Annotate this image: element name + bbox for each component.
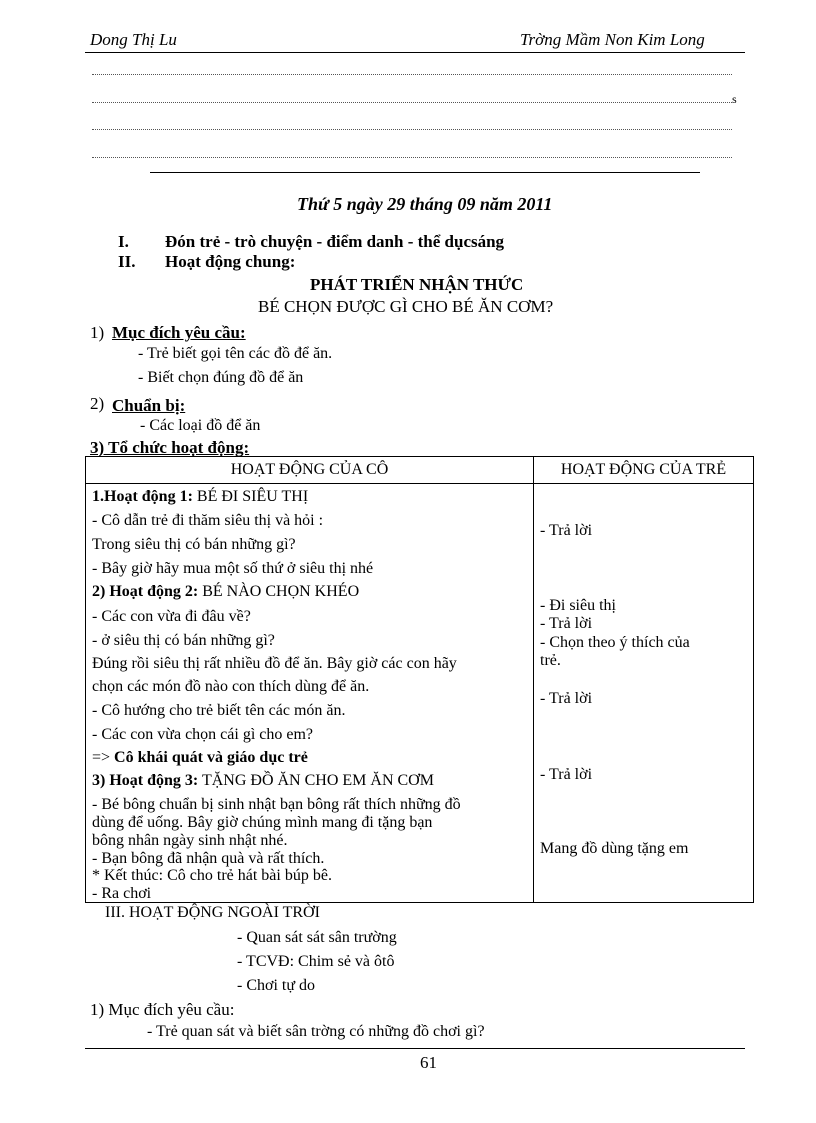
goal-item: - Trẻ biết gọi tên các đồ để ăn. bbox=[138, 345, 333, 362]
dotted-line bbox=[92, 74, 732, 75]
activity-3-heading: 3) Hoạt động 3: TẶNG ĐỒ ĂN CHO EM ĂN CƠM bbox=[92, 772, 434, 789]
prep-item: - Các loại đồ để ăn bbox=[140, 417, 261, 434]
teacher-line: - Ra chơi bbox=[92, 885, 152, 902]
outdoor-item: - TCVĐ: Chim sẻ và ôtô bbox=[237, 953, 395, 970]
goals-heading: Mục đích yêu cầu: bbox=[112, 323, 246, 342]
lesson-title: BÉ CHỌN ĐƯỢC GÌ CHO BÉ ĂN CƠM? bbox=[258, 297, 554, 316]
teacher-line: - Cô hướng cho trẻ biết tên các món ăn. bbox=[92, 702, 346, 719]
section-title: Đón trẻ - trò chuyện - điểm danh - thể dụcsáng bbox=[165, 232, 505, 251]
teacher-line: Trong siêu thị có bán những gì? bbox=[92, 536, 296, 553]
child-line: - Trả lời bbox=[540, 522, 593, 539]
goal2-item: - Trẻ quan sát và biết sân trờng có những đồ chơi gì? bbox=[147, 1023, 485, 1040]
teacher-line: - Các con vừa chọn cái gì cho em? bbox=[92, 726, 314, 743]
separator-line bbox=[150, 172, 700, 173]
goals-number: 1) bbox=[90, 323, 105, 342]
section-title: Hoạt động chung: bbox=[165, 252, 296, 271]
summary-line: => Cô khái quát và giáo dục trẻ bbox=[92, 749, 308, 766]
prep-number: 2) bbox=[90, 394, 105, 413]
organization-heading: 3) Tổ chức hoạt động: bbox=[90, 438, 250, 457]
teacher-column-header: HOẠT ĐỘNG CỦA CÔ bbox=[86, 457, 534, 484]
outdoor-item: - Quan sát sát sân trường bbox=[237, 929, 397, 946]
footer-rule bbox=[85, 1048, 745, 1049]
activity-1-heading: 1.Hoạt động 1: BÉ ĐI SIÊU THỊ bbox=[92, 488, 309, 505]
teacher-line: - Cô dẫn trẻ đi thăm siêu thị và hỏi : bbox=[92, 512, 324, 529]
dotted-line bbox=[92, 157, 732, 158]
goals2-heading: 1) Mục đích yêu cầu: bbox=[90, 1000, 235, 1019]
child-column-header: HOẠT ĐỘNG CỦA TRẺ bbox=[534, 457, 754, 484]
teacher-line: dùng để uống. Bây giờ chúng mình mang đi tặng bạn bbox=[92, 814, 433, 831]
teacher-line: Đúng rồi siêu thị rất nhiều đồ để ăn. Bây giờ các con hãy bbox=[92, 655, 457, 672]
dot-suffix: s bbox=[732, 92, 737, 106]
teacher-activities-cell bbox=[86, 484, 534, 903]
child-activities-cell bbox=[534, 484, 754, 903]
dotted-line bbox=[92, 102, 732, 103]
activity-2-heading: 2) Hoạt động 2: BÉ NÀO CHỌN KHÉO bbox=[92, 583, 360, 600]
page-number: 61 bbox=[420, 1053, 437, 1072]
teacher-line: - Bạn bông đã nhận quà và rất thích. bbox=[92, 850, 325, 867]
child-line: - Đi siêu thị bbox=[540, 597, 616, 614]
child-line: - Trả lời bbox=[540, 690, 593, 707]
child-line: Mang đồ dùng tặng em bbox=[540, 840, 689, 857]
teacher-line: - ở siêu thị có bán những gì? bbox=[92, 632, 275, 649]
outdoor-item: - Chơi tự do bbox=[237, 977, 316, 994]
teacher-line: bông nhân ngày sinh nhật nhé. bbox=[92, 832, 288, 849]
header-rule bbox=[85, 52, 745, 53]
header-author: Dong Thị Lu bbox=[90, 30, 177, 49]
child-line: trẻ. bbox=[540, 652, 561, 669]
activity-table bbox=[85, 456, 754, 903]
goal-item: - Biết chọn đúng đồ để ăn bbox=[138, 369, 304, 386]
section-number: II. bbox=[118, 252, 136, 271]
teacher-line: - Các con vừa đi đâu về? bbox=[92, 608, 251, 625]
teacher-line: * Kết thúc: Cô cho trẻ hát bài búp bê. bbox=[92, 867, 332, 884]
prep-heading: Chuẩn bị: bbox=[112, 396, 186, 415]
header-school: Trờng Mầm Non Kim Long bbox=[520, 30, 705, 49]
date-title: Thứ 5 ngày 29 tháng 09 năm 2011 bbox=[297, 194, 553, 214]
section-number: I. bbox=[118, 232, 129, 251]
teacher-line: - Bé bông chuẩn bị sinh nhật bạn bông rất thích những đồ bbox=[92, 796, 461, 813]
outdoor-heading: III. HOẠT ĐỘNG NGOÀI TRỜI bbox=[105, 904, 320, 921]
table-header-row bbox=[86, 457, 754, 484]
teacher-line: chọn các món đồ nào con thích dùng để ăn. bbox=[92, 678, 370, 695]
dotted-line bbox=[92, 129, 732, 130]
child-line: - Chọn theo ý thích của bbox=[540, 634, 690, 651]
teacher-line: - Bây giờ hãy mua một số thứ ở siêu thị nhé bbox=[92, 560, 374, 577]
child-line: - Trả lời bbox=[540, 766, 593, 783]
table-row bbox=[86, 484, 754, 903]
subject-heading: PHÁT TRIỂN NHẬN THỨC bbox=[310, 275, 524, 294]
child-line: - Trả lời bbox=[540, 615, 593, 632]
